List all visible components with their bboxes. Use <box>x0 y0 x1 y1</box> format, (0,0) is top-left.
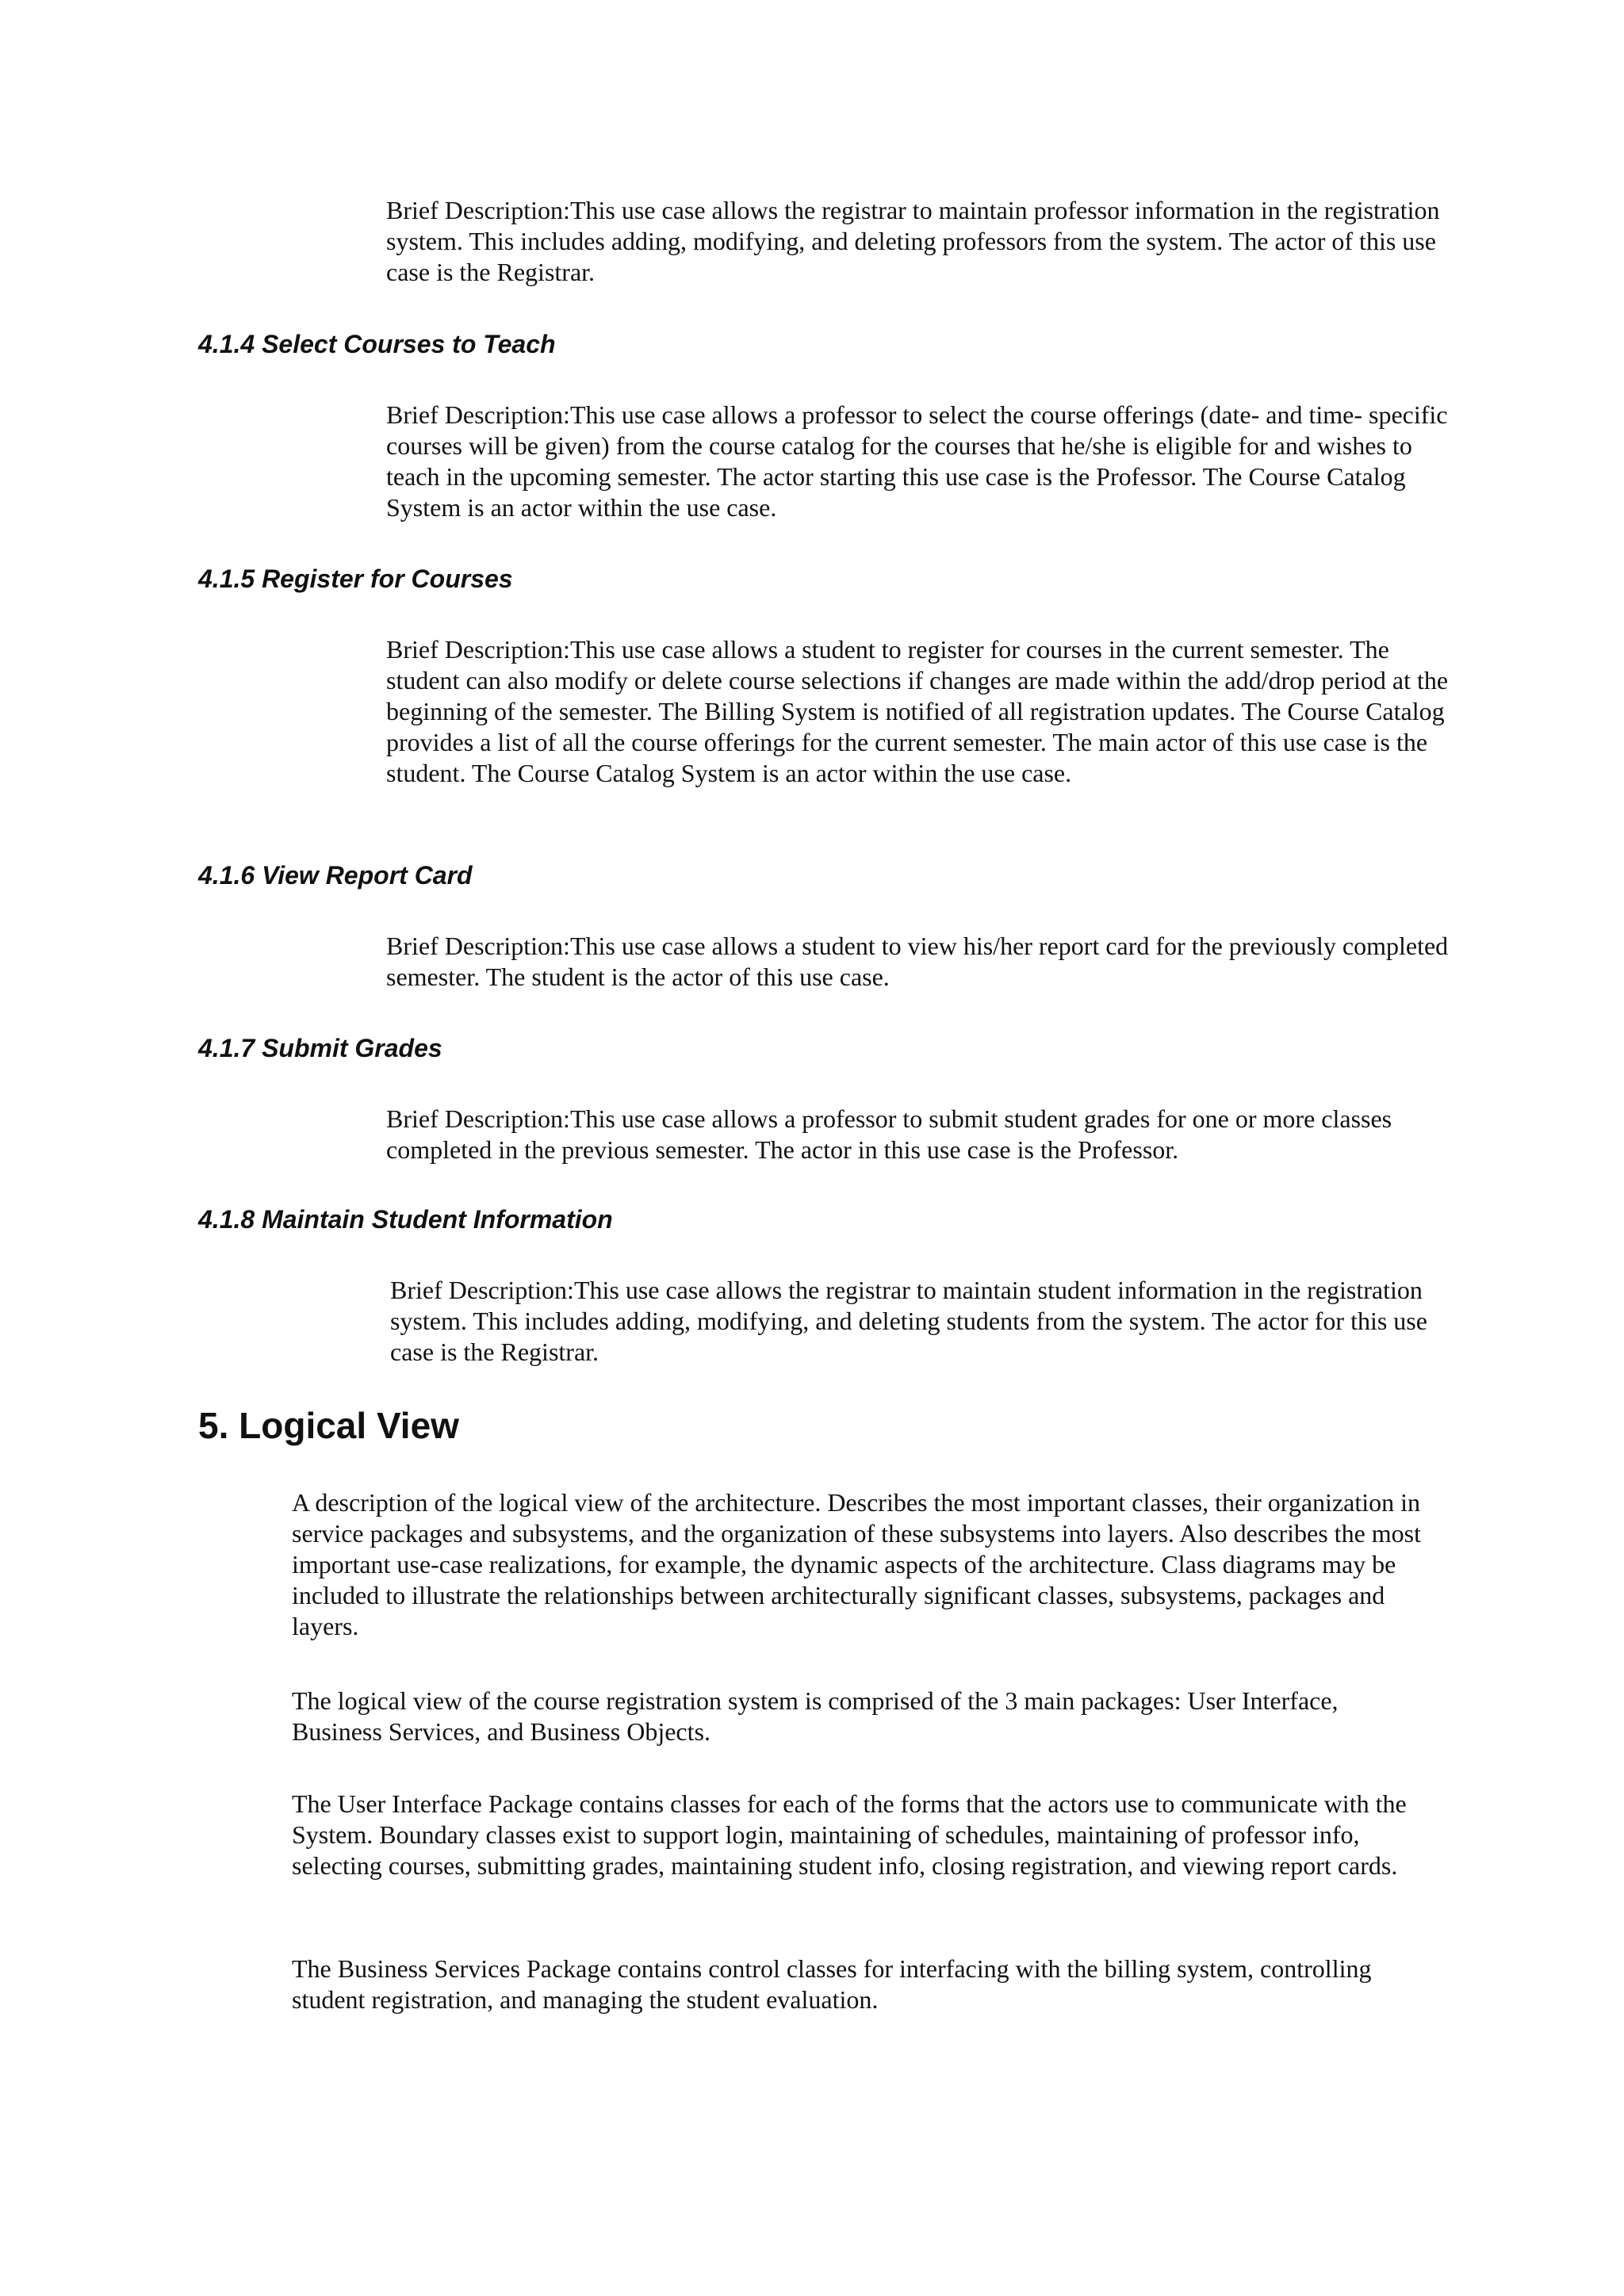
heading-submit-grades: 4.1.7 Submit Grades <box>198 1034 442 1062</box>
logical-view-paragraph-1: A description of the logical view of the architecture. Describes the most important classes, their organization in service packages and subsystems, and the organization of these subsystems into layers. Also describes the most important use-case realizations, for example, the dynamic aspects of the architecture. Class diagrams may be included to illustrate the relationships between architecturally significant classes, subsystems, packages and layers. <box>292 1488 1421 1640</box>
uc-submit-grades-description: Brief Description:This use case allows a professor to submit student grades for one or more classes completed in the previous semester. The actor in this use case is the Professor. <box>386 1104 1392 1164</box>
heading-view-report-card: 4.1.6 View Report Card <box>198 861 473 890</box>
logical-view-paragraph-2: The logical view of the course registration system is comprised of the 3 main packages: User Interface, Business Services, and Business Objects. <box>292 1686 1339 1746</box>
uc-maintain-professor-description: Brief Description:This use case allows the registrar to maintain professor information in the registration system. This includes adding, modifying, and deleting professors from the system. The actor of this use case is the Registrar. <box>386 196 1440 286</box>
heading-register-for-courses: 4.1.5 Register for Courses <box>198 564 513 593</box>
heading-select-courses-to-teach: 4.1.4 Select Courses to Teach <box>198 330 556 358</box>
uc-view-report-card-description: Brief Description:This use case allows a student to view his/her report card for the previously completed semester. The student is the actor of this use case. <box>386 932 1449 991</box>
heading-maintain-student-information: 4.1.8 Maintain Student Information <box>198 1205 613 1234</box>
uc-select-courses-description: Brief Description:This use case allows a professor to select the course offerings (date- and time- specific courses will be given) from the course catalog for the courses that he/she is eligible for and wishes to teach in the upcoming semester. The actor starting this use case is the Professor. The Course Catalog System is an actor within the use case. <box>386 400 1448 522</box>
uc-register-courses-description: Brief Description:This use case allows a student to register for courses in the current semester. The student can also modify or delete course selections if changes are made within the add/drop period at the beginning of the semester. The Billing System is notified of all registration updates. The Course Catalog provides a list of all the course offerings for the current semester. The main actor of this use case is the student. The Course Catalog System is an actor within the use case. <box>386 635 1449 787</box>
uc-maintain-student-description: Brief Description:This use case allows the registrar to maintain student information in the registration system. This includes adding, modifying, and deleting students from the system. The actor for this use case is the Registrar. <box>390 1276 1427 1366</box>
section-title-logical-view: 5. Logical View <box>198 1405 459 1446</box>
logical-view-paragraph-3: The User Interface Package contains classes for each of the forms that the actors use to communicate with the System. Boundary classes exist to support login, maintaining of schedules, maintaining of professor info, selecting courses, submitting grades, maintaining student info, closing registration, and viewing report cards. <box>292 1789 1407 1880</box>
logical-view-paragraph-4: The Business Services Package contains control classes for interfacing with the billing system, controlling student registration, and managing the student evaluation. <box>292 1954 1372 2014</box>
